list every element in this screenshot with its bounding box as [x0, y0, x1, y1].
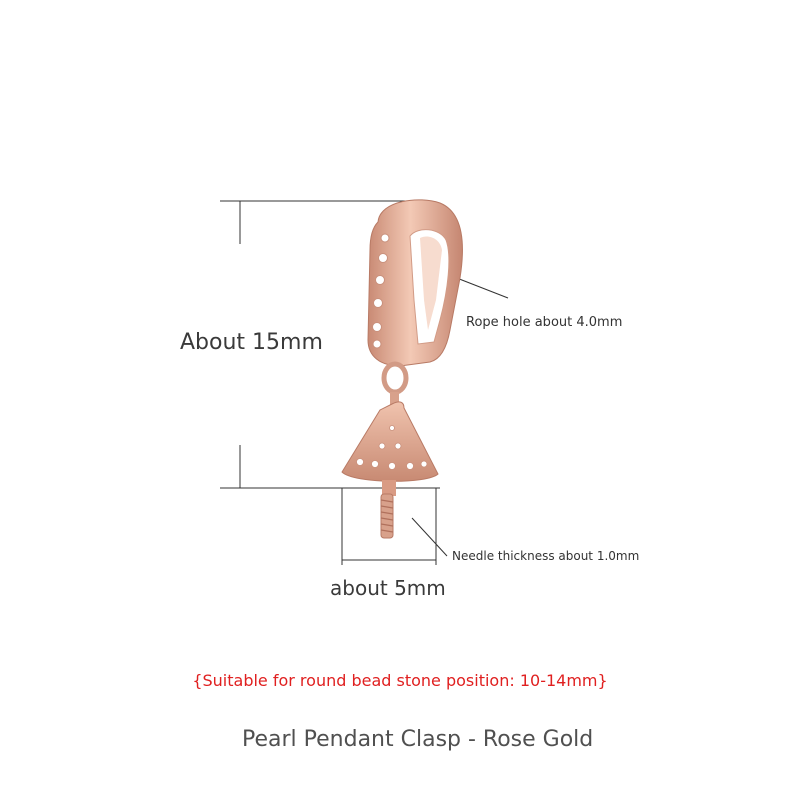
height-label: About 15mm	[180, 330, 323, 355]
rope-hole-label: Rope hole about 4.0mm	[466, 315, 623, 330]
product-title: Pearl Pendant Clasp - Rose Gold	[242, 727, 594, 752]
needle-thickness-label: Needle thickness about 1.0mm	[452, 549, 640, 563]
width-label: about 5mm	[330, 576, 446, 600]
needle-peg	[381, 480, 396, 538]
suitable-size-note: {Suitable for round bead stone position: 10-14mm}	[192, 671, 608, 690]
cone-cap	[342, 402, 438, 481]
bail	[368, 200, 463, 366]
jump-ring	[384, 364, 406, 406]
